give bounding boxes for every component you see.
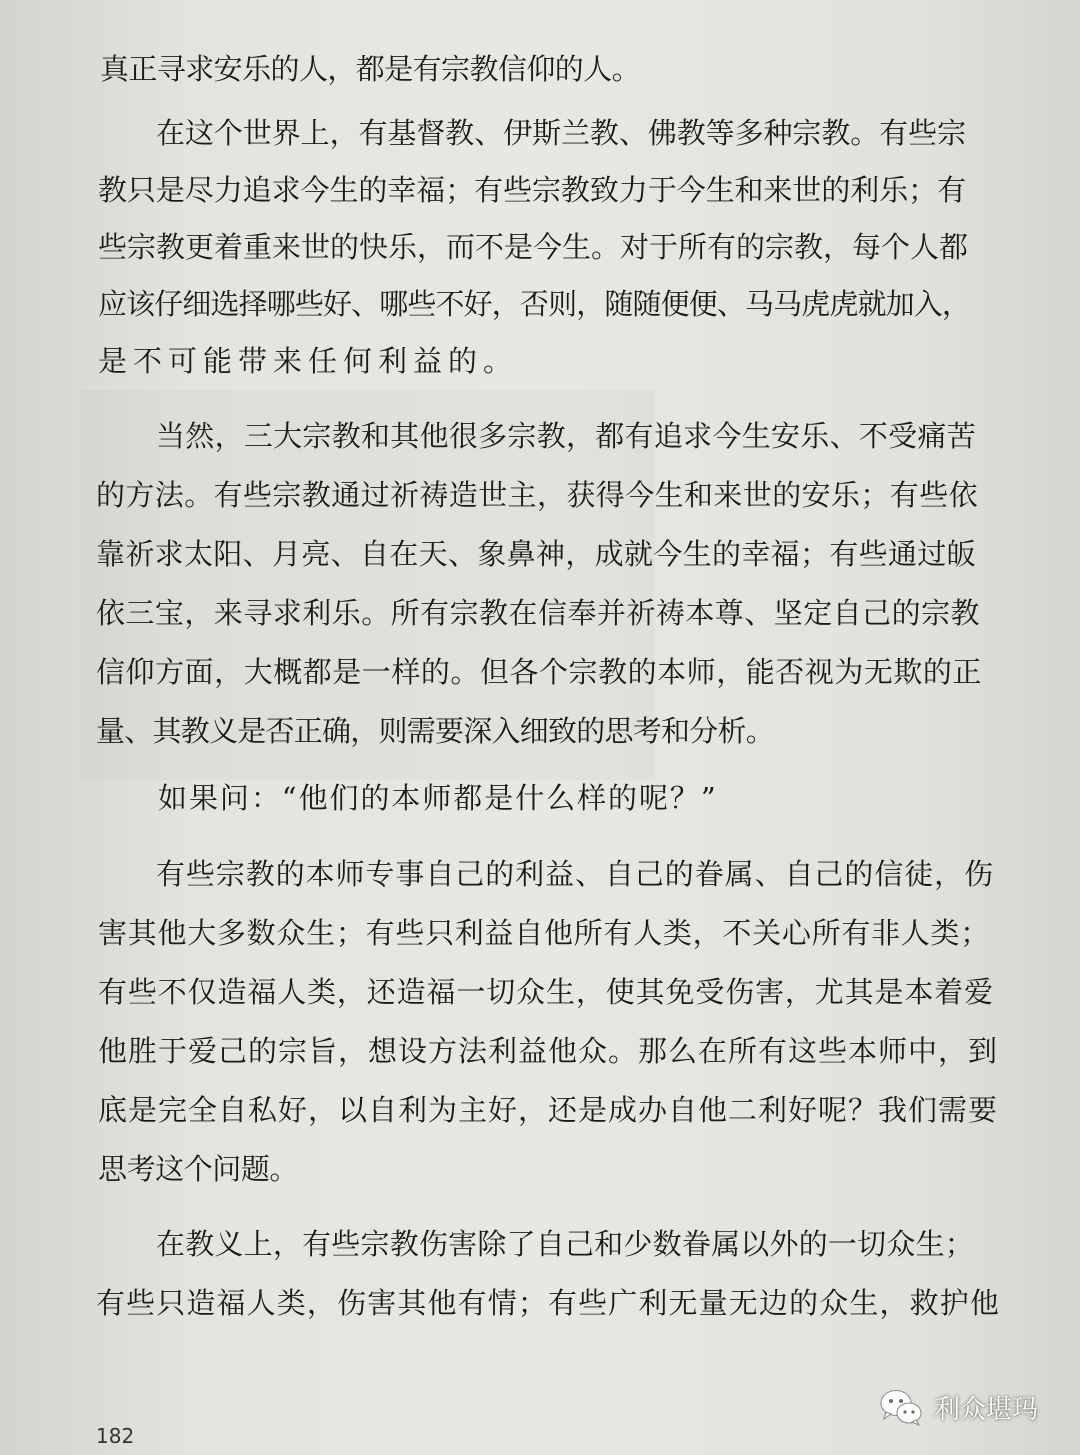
text-line: 应该仔细选择哪些好、哪些不好，否则，随随便便、马马虎虎就加入， — [98, 287, 971, 321]
text-line: 信仰方面，大概都是一样的。但各个宗教的本师，能否视为无欺的正 — [96, 655, 983, 689]
text-line: 在教义上，有些宗教伤害除了自己和少数眷属以外的一切众生； — [156, 1227, 975, 1261]
watermark-label: 利众堪玛 — [934, 1394, 1039, 1425]
text-line: 真正寻求安乐的人，都是有宗教信仰的人。 — [100, 52, 641, 86]
text-line: 靠祈求太阳、月亮、自在天、象鼻神，成就今生的幸福；有些通过皈 — [96, 537, 977, 571]
text-line: 当然，三大宗教和其他很多宗教，都有追求今生安乐、不受痛苦 — [156, 419, 977, 453]
text-line: 思考这个问题。 — [98, 1152, 299, 1186]
text-line: 教只是尽力追求今生的幸福；有些宗教致力于今生和来世的利乐；有 — [98, 173, 967, 207]
text-line: 依三宝，来寻求利乐。所有宗教在信奉并祈祷本尊、坚定自己的宗教 — [96, 596, 981, 630]
text-line: 他胜于爱己的宗旨，想设方法利益他众。那么在所有这些本师中，到 — [98, 1034, 999, 1068]
wechat-icon — [878, 1386, 924, 1428]
page-number: 182 — [96, 1424, 135, 1448]
text-line: 是不可能带来任何利益的。 — [98, 344, 519, 378]
text-line: 有些只造福人类，伤害其他有情；有些广利无量无边的众生，救护他 — [96, 1286, 1001, 1320]
text-line: 在这个世界上，有基督教、伊斯兰教、佛教等多种宗教。有些宗 — [156, 116, 967, 150]
watermark — [878, 1386, 1038, 1428]
text-line: 些宗教更着重来世的快乐，而不是今生。对于所有的宗教，每个人都 — [98, 230, 969, 264]
text-line: 的方法。有些宗教通过祈祷造世主，获得今生和来世的安乐；有些依 — [96, 478, 979, 512]
text-line: 有些宗教的本师专事自己的利益、自己的眷属、自己的信徒，伤 — [156, 857, 995, 891]
text-line: 害其他大多数众生；有些只利益自他所有人类，不关心所有非人类； — [98, 916, 991, 950]
text-line: 量、其教义是否正确，则需要深入细致的思考和分析。 — [96, 714, 775, 748]
text-line: 底是完全自私好，以自利为主好，还是成办自他二利好呢？我们需要 — [98, 1093, 999, 1127]
text-line: 有些不仅造福人类，还造福一切众生，使其免受伤害，尤其是本着爱 — [98, 975, 995, 1009]
text-line: 如果问：“他们的本师都是什么样的呢？” — [158, 781, 718, 815]
